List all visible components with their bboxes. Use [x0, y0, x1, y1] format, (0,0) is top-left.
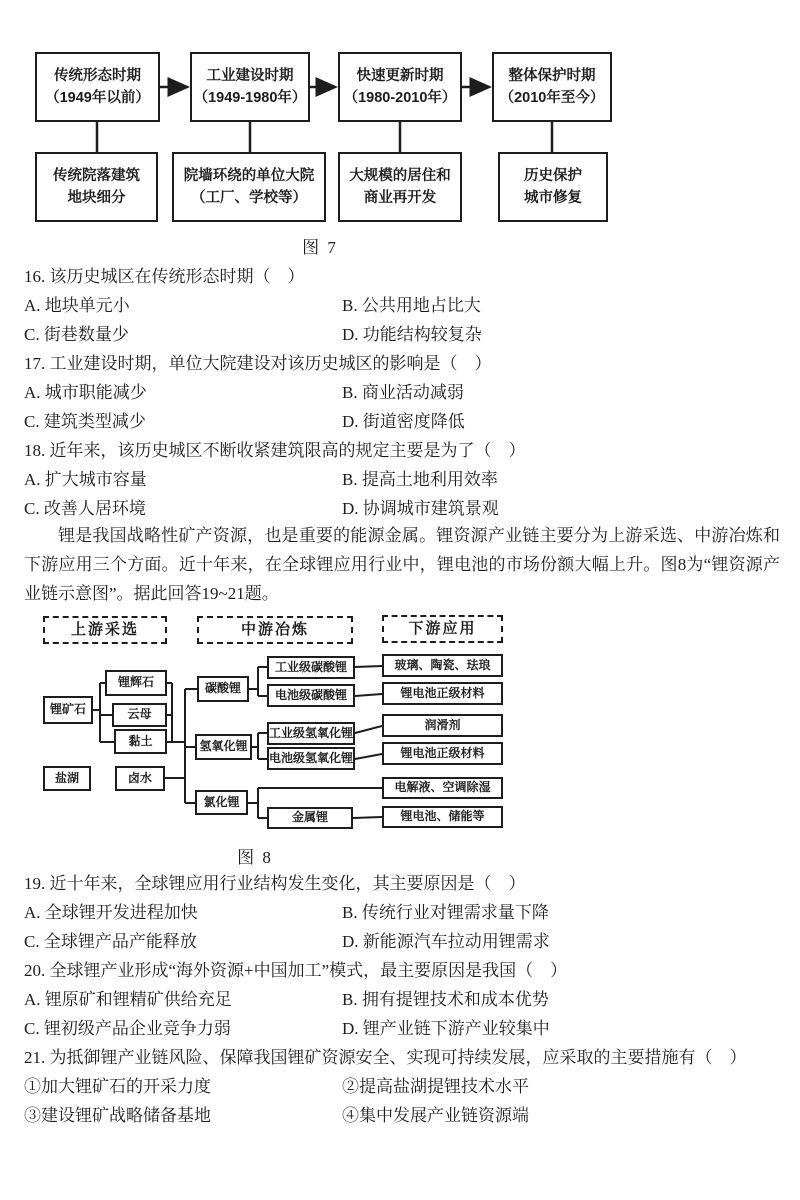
option-a: A. 扩大城市容量: [24, 470, 147, 489]
question-18-options-ab: [24, 463, 780, 492]
fig8-app-glass-ceramics-enamel: 玻璃、陶瓷、珐琅: [382, 654, 503, 677]
question-16-options-ab: [24, 289, 780, 318]
question-16-stem: 16. 该历史城区在传统形态时期（ ）: [24, 267, 305, 286]
fig7-period-2-box: [190, 52, 310, 122]
lithium-intro-paragraph: 锂是我国战略性矿产资源，也是重要的能源金属。锂资源产业链主要分为上游采选、中游冶炼和下游应用三个方面。近十年来，在全球锂应用行业中，锂电池的市场份额大幅上升。图8为“锂资源产业链示意图”。据此回答19~21题。: [24, 526, 780, 603]
fig7-period-1-box: [35, 52, 160, 122]
fig7-feature-3-box: [338, 152, 462, 222]
fig8-node-lithium-hydroxide: 氢氧化锂: [195, 734, 252, 760]
fig8-node-lithium-ore: 锂矿石: [43, 696, 93, 724]
question-20-stem: 20. 全球锂产业形成“海外资源+中国加工”模式，最主要原因是我国（ ）: [24, 961, 568, 980]
feature-line: （工厂、学校等）: [191, 190, 307, 206]
question-18-stem: 18. 近年来，该历史城区不断收紧建筑限高的规定主要是为了（ ）: [24, 441, 526, 460]
option-c: C. 锂初级产品企业竞争力弱: [24, 1019, 231, 1038]
question-17-options-cd: [24, 405, 780, 434]
fig8-header-upstream: 上游采选: [43, 616, 167, 644]
fig7-feature-4-box: [498, 152, 608, 222]
option-c: C. 街巷数量少: [24, 325, 129, 344]
fig8-node-lithium-chloride: 氯化锂: [195, 790, 248, 815]
question-19-options-ab: [24, 896, 780, 925]
option-d: D. 街道密度降低: [342, 412, 465, 431]
feature-line: 传统院落建筑: [53, 167, 140, 184]
fig8-app-electrolyte-dehumidify: 电解液、空调除湿: [382, 777, 503, 799]
question-21-stem: 21. 为抵御锂产业链风险、保障我国锂矿资源安全、实现可持续发展，应采取的主要措施有（ ）: [24, 1048, 747, 1067]
feature-line: 历史保护: [524, 167, 582, 184]
option-d: D. 功能结构较复杂: [342, 325, 482, 344]
option-a: A. 锂原矿和锂精矿供给充足: [24, 990, 232, 1009]
fig8-node-battery-carbonate: 电池级碳酸锂: [267, 684, 355, 707]
question-21-items-12: [24, 1070, 780, 1099]
option-a: A. 全球锂开发进程加快: [24, 903, 198, 922]
fig8-app-lubricant: 润滑剂: [382, 714, 503, 737]
fig7-period-4-box: [492, 52, 612, 122]
questions-16-18-block: [24, 260, 780, 608]
option-b: B. 传统行业对锂需求量下降: [342, 903, 549, 922]
period-title: 整体保护时期: [508, 67, 596, 84]
fig7-feature-1-box: [35, 152, 158, 222]
item-1: ①加大锂矿石的开采力度: [24, 1077, 211, 1096]
question-18-options-cd: [24, 492, 780, 521]
fig7-feature-2-box: [172, 152, 326, 222]
feature-line: 商业再开发: [363, 190, 437, 206]
feature-line: 大规模的居住和: [349, 167, 451, 184]
question-20-options-cd: [24, 1012, 780, 1041]
figure7-caption: 图 7: [302, 238, 338, 257]
fig7-period-3-box: [338, 52, 462, 122]
fig8-node-battery-hydroxide: 电池级氢氧化锂: [267, 747, 355, 770]
question-17-options-ab: [24, 376, 780, 405]
option-c: C. 全球锂产品产能释放: [24, 932, 197, 951]
figure7-urban-periods-flowchart: [30, 45, 630, 227]
option-c: C. 建筑类型减少: [24, 412, 146, 431]
item-2: ②提高盐湖提锂技术水平: [342, 1077, 529, 1096]
period-title: 传统形态时期: [54, 67, 141, 84]
figure8-lithium-industry-chain-flowchart: [35, 608, 515, 843]
fig8-node-lithium-metal: 金属锂: [267, 807, 353, 829]
feature-line: 院墙环绕的单位大院: [183, 167, 315, 184]
question-21-items-34: [24, 1099, 780, 1128]
option-d: D. 协调城市建筑景观: [342, 499, 499, 518]
feature-line: 地块细分: [67, 190, 126, 206]
fig8-node-industrial-carbonate: 工业级碳酸锂: [267, 656, 355, 679]
question-20-options-ab: [24, 983, 780, 1012]
fig8-header-downstream: 下游应用: [382, 615, 503, 643]
period-years: （1949年以前）: [45, 90, 150, 106]
period-years: （2010年至今）: [499, 90, 605, 106]
option-b: B. 公共用地占比大: [342, 296, 481, 315]
fig8-node-spodumene: 锂辉石: [105, 670, 167, 696]
item-3: ③建设锂矿战略储备基地: [24, 1106, 211, 1125]
option-b: B. 商业活动减弱: [342, 383, 464, 402]
question-19-options-cd: [24, 925, 780, 954]
period-years: （1980-2010年）: [343, 90, 457, 106]
fig8-app-battery-cathode-material-2: 锂电池正级材料: [382, 742, 503, 765]
question-19-stem: 19. 近十年来，全球锂应用行业结构发生变化，其主要原因是（ ）: [24, 874, 526, 893]
option-b: B. 拥有提锂技术和成本优势: [342, 990, 549, 1009]
fig8-node-salt-lake: 盐湖: [43, 766, 91, 791]
option-a: A. 城市职能减少: [24, 383, 147, 402]
fig8-node-lithium-carbonate: 碳酸锂: [197, 676, 249, 702]
feature-line: 城市修复: [524, 190, 582, 206]
item-4: ④集中发展产业链资源端: [342, 1106, 529, 1125]
option-d: D. 锂产业链下游产业较集中: [342, 1019, 550, 1038]
fig8-node-industrial-hydroxide: 工业级氢氧化锂: [267, 722, 355, 745]
period-title: 快速更新时期: [356, 67, 444, 84]
figure8-caption: 图 8: [237, 848, 273, 867]
fig8-header-midstream: 中游冶炼: [197, 616, 353, 644]
option-d: D. 新能源汽车拉动用锂需求: [342, 932, 550, 951]
question-17-stem: 17. 工业建设时期，单位大院建设对该历史城区的影响是（ ）: [24, 354, 492, 373]
option-c: C. 改善人居环境: [24, 499, 146, 518]
option-a: A. 地块单元小: [24, 296, 130, 315]
fig8-node-brine: 卤水: [115, 766, 165, 791]
period-years: （1949-1980年）: [193, 90, 307, 106]
questions-19-21-block: [24, 867, 780, 1128]
fig8-node-mica: 云母: [112, 703, 167, 727]
fig8-app-battery-storage: 锂电池、储能等: [382, 806, 503, 828]
fig8-app-battery-cathode-material-1: 锂电池正级材料: [382, 682, 503, 705]
period-title: 工业建设时期: [206, 67, 294, 84]
fig8-node-clay: 黏土: [114, 729, 167, 754]
question-16-options-cd: [24, 318, 780, 347]
option-b: B. 提高土地利用效率: [342, 470, 498, 489]
